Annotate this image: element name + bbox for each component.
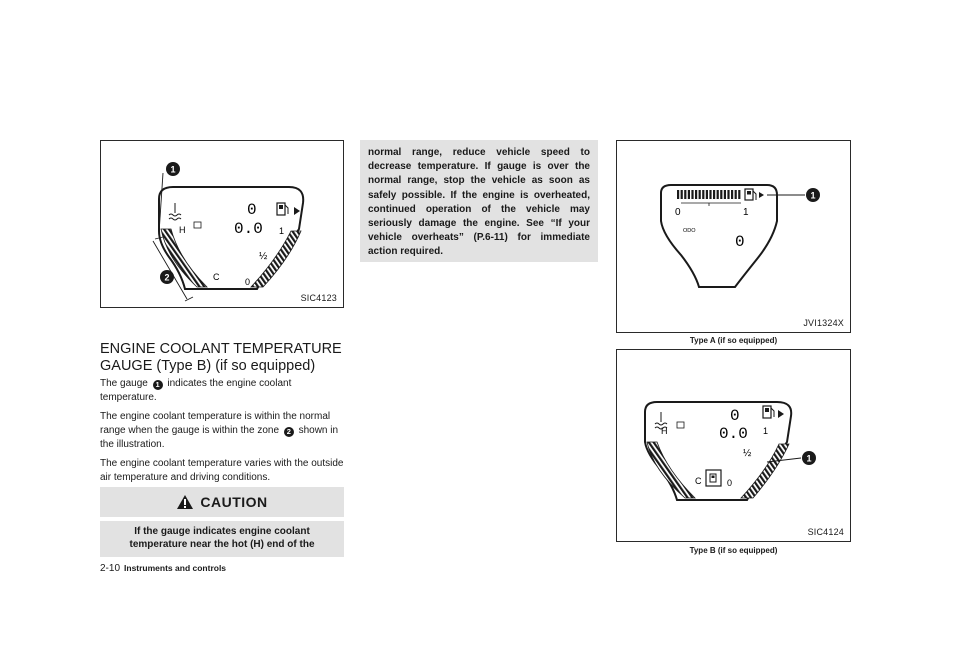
gauge-label-c: C [695, 476, 702, 486]
page-footer [100, 563, 226, 574]
paragraph-variation: The engine coolant temperature varies with the outside air temperature and driving conditions. [100, 458, 344, 483]
bar-segment [731, 190, 733, 199]
gauge-label-half: ½ [743, 448, 752, 459]
figure-type-b [616, 349, 851, 542]
gauge-label-h: H [179, 225, 186, 235]
bar-segment [724, 190, 726, 199]
figure-caption-type-a: Type A (if so equipped) [689, 336, 778, 345]
bar-segment [695, 190, 697, 199]
gauge-label-zero: 0 [245, 277, 251, 287]
gauge-label-zero: 0 [727, 478, 733, 488]
bar-segment [677, 190, 679, 199]
bar-segment [699, 190, 701, 199]
page-number: 2-10 [100, 563, 121, 574]
gauge-label-half: ½ [259, 251, 268, 262]
bar-segment [713, 190, 715, 199]
gauge-label-h: H [661, 426, 668, 436]
bar-segment [720, 190, 722, 199]
caution-label: CAUTION [200, 494, 268, 510]
odometer-digit: 0 [730, 407, 740, 425]
type-a-gauge-illustration [617, 141, 852, 334]
tripmeter-digits: 0.0 [234, 220, 263, 238]
bar-segment [684, 190, 686, 199]
section-title: ENGINE COOLANT TEMPERATURE GAUGE (Type B) (if so equipped) [100, 341, 342, 374]
figure-code: SIC4124 [807, 527, 844, 537]
callout-1-label: 1 [810, 190, 816, 201]
caution-text: If the gauge indicates engine coolant temperature near the hot (H) end of the [100, 521, 344, 557]
figure-type-a [616, 140, 851, 333]
bar-segment [691, 190, 693, 199]
caution-heading [100, 487, 344, 517]
callout-2-label: 2 [164, 272, 170, 283]
odometer-digit: 0 [735, 233, 745, 251]
gauge-label-c: C [213, 272, 220, 282]
scale-label-zero: 0 [675, 207, 681, 218]
callout-1-label: 1 [806, 453, 812, 464]
reference-marker-1: 1 [153, 380, 163, 390]
callout-1-label: 1 [170, 164, 176, 175]
gauge-label-one: 1 [279, 226, 285, 236]
caution-text-continued: normal range, reduce vehicle speed to decrease temperature. If gauge is over the normal range, stop the vehicle as soon as safely possible. If the engine is overheated, continued operation of the vehicle may seriously damage the engine. See “If your vehicle overheats” (P.6-11) for immediate action required. [360, 140, 598, 262]
footer-section-title: Instruments and controls [124, 563, 227, 573]
bar-segment [727, 190, 729, 199]
paragraph-normal-range: The engine coolant temperature is within the normal range when the gauge is within the zone 2 shown in the illustration. [100, 411, 339, 450]
odometer-digit: 0 [247, 201, 257, 219]
bar-segment [717, 190, 719, 199]
warning-triangle-icon [176, 494, 194, 510]
figure-caption-type-b: Type B (if so equipped) [689, 546, 778, 555]
paragraph-gauge: The gauge 1 indicates the engine coolant temperature. [100, 378, 292, 403]
bar-segment [702, 190, 704, 199]
figure-code: JVI1324X [803, 318, 844, 328]
bar-segment [735, 190, 737, 199]
gauge-label-one: 1 [763, 426, 769, 436]
bar-segment [688, 190, 690, 199]
figure-coolant-gauge [100, 140, 344, 308]
figure-code: SIC4123 [300, 293, 337, 303]
bar-segment [681, 190, 683, 199]
bar-segment [709, 190, 711, 199]
coolant-gauge-illustration [101, 141, 345, 309]
tripmeter-digits: 0.0 [719, 425, 748, 443]
bar-segment [738, 190, 740, 199]
type-b-gauge-illustration [617, 350, 852, 543]
reference-marker-2: 2 [284, 427, 294, 437]
scale-label-one: 1 [743, 207, 749, 218]
bar-segment [706, 190, 708, 199]
section-body [100, 377, 344, 490]
odo-label: ODO [683, 228, 696, 234]
